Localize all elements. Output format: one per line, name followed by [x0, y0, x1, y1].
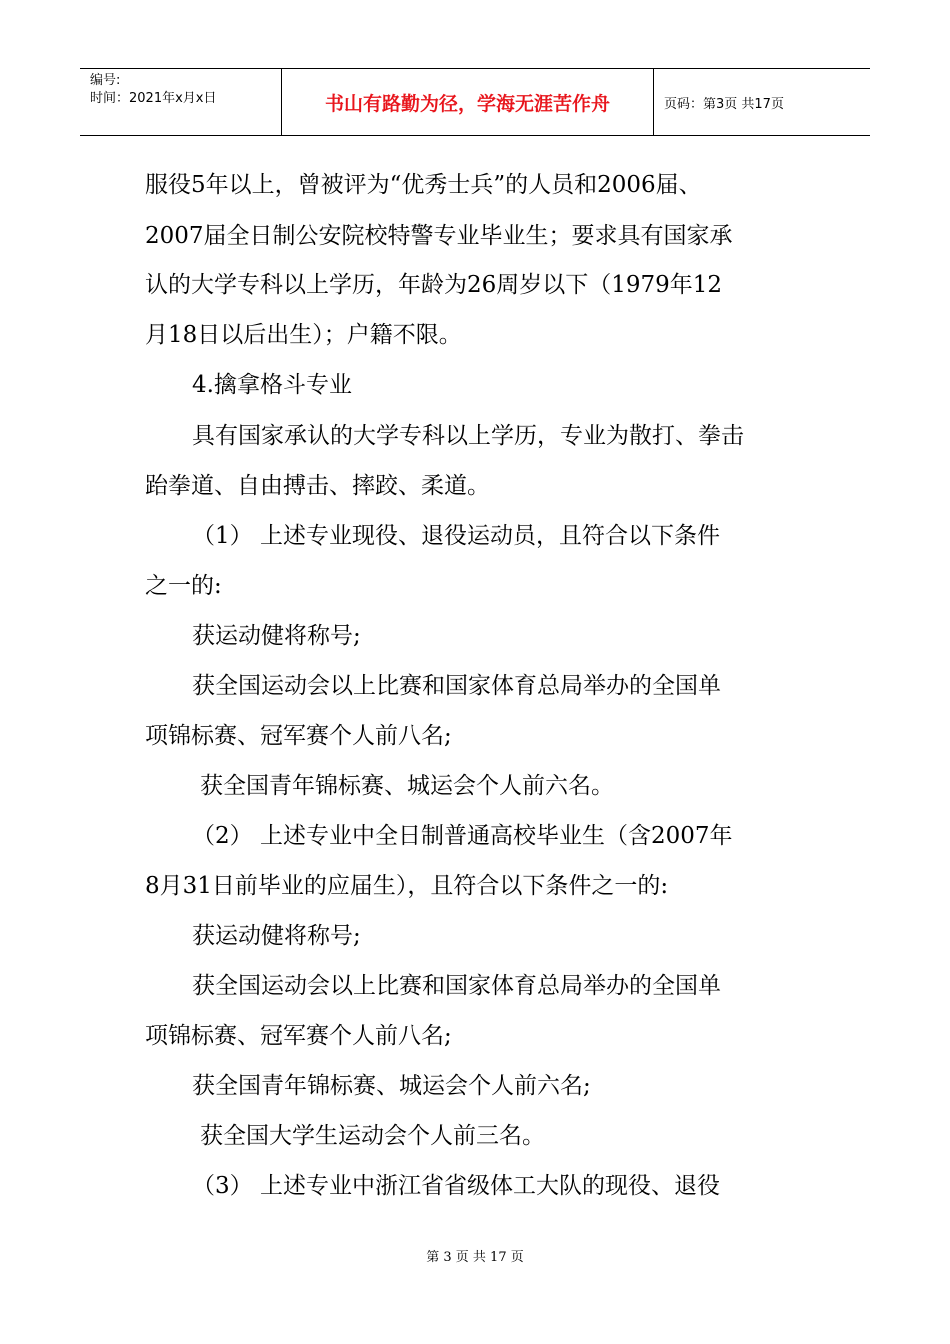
body-line: 月18日以后出生）；户籍不限。: [145, 322, 462, 348]
body-line: 获全国青年锦标赛、城运会个人前六名;: [192, 1073, 591, 1099]
body-line: （2） 上述专业中全日制普通高校毕业生（含2007年: [192, 823, 733, 849]
body-line: 获运动健将称号;: [192, 623, 361, 649]
header-page-info: 页码：第3页 共17页: [664, 96, 784, 112]
body-line: 获全国运动会以上比赛和国家体育总局举办的全国单: [192, 673, 721, 699]
body-line: （3） 上述专业中浙江省省级体工大队的现役、退役: [192, 1173, 720, 1199]
body-line: 项锦标赛、冠军赛个人前八名;: [145, 1023, 452, 1049]
page-footer: 第 3 页 共 17 页: [426, 1250, 524, 1265]
body-line: 获全国青年锦标赛、城运会个人前六名。: [200, 773, 614, 799]
body-line: （1） 上述专业现役、退役运动员，且符合以下条件: [192, 523, 720, 549]
body-line: 2007届全日制公安院校特警专业毕业生；要求具有国家承: [145, 223, 733, 249]
body-line: 跆拳道、自由搏击、摔跤、柔道。: [145, 473, 490, 499]
body-line: 获全国大学生运动会个人前三名。: [200, 1123, 545, 1149]
body-line: 服役5年以上，曾被评为“优秀士兵”的人员和2006届、: [145, 172, 702, 198]
body-line: 之一的:: [145, 573, 222, 599]
body-line: 获运动健将称号;: [192, 923, 361, 949]
body-line: 认的大学专科以上学历，年龄为26周岁以下（1979年12: [145, 272, 723, 298]
section-heading: 4.擒拿格斗专业: [192, 372, 352, 398]
body-line: 具有国家承认的大学专科以上学历，专业为散打、拳击: [192, 423, 744, 449]
body-line: 项锦标赛、冠军赛个人前八名;: [145, 723, 452, 749]
document-number-label: 编号:: [90, 73, 121, 88]
body-line: 8月31日前毕业的应届生），且符合以下条件之一的:: [145, 873, 669, 899]
header-motto: 书山有路勤为径，学海无涯苦作舟: [282, 69, 654, 135]
document-date: 时间：2021年x月x日: [90, 91, 217, 106]
body-line: 获全国运动会以上比赛和国家体育总局举办的全国单: [192, 973, 721, 999]
